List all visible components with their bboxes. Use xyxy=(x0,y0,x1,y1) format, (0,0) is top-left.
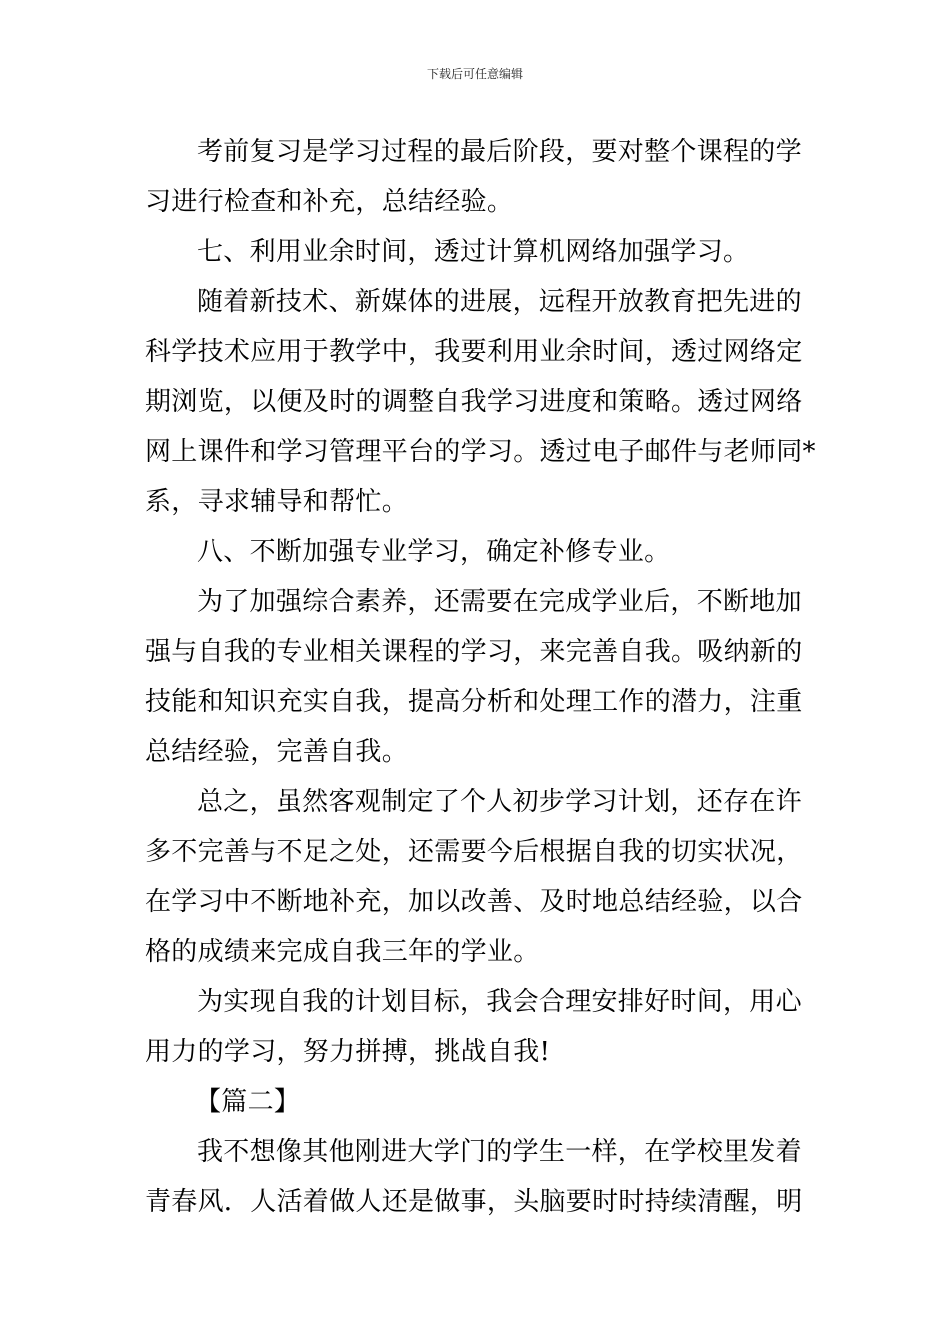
paragraph-line: 为实现自我的计划目标，我会合理安排好时间，用心 xyxy=(197,987,802,1017)
paragraph-line: 随着新技术、新媒体的进展，远程开放教育把先进的 xyxy=(197,287,802,317)
paragraph-line: 总结经验，完善自我。 xyxy=(145,737,409,767)
paragraph-line: 为了加强综合素养，还需要在完成学业后，不断地加 xyxy=(197,587,802,617)
paragraph-line: 网上课件和学习管理平台的学习。透过电子邮件与老师同* xyxy=(145,437,816,467)
paragraph-line: 考前复习是学习过程的最后阶段，要对整个课程的学 xyxy=(197,137,802,167)
paragraph-line: 强与自我的专业相关课程的学习，来完善自我。吸纳新的 xyxy=(145,637,803,667)
page-header-note: 下载后可任意编辑 xyxy=(426,67,523,81)
paragraph-line: 技能和知识充实自我，提高分析和处理工作的潜力，注重 xyxy=(145,687,803,717)
paragraph-line: 青春风．人活着做人还是做事，头脑要时时持续清醒，明 xyxy=(145,1187,803,1217)
paragraph-line: 格的成绩来完成自我三年的学业。 xyxy=(145,937,540,967)
paragraph-line: 我不想像其他刚进大学门的学生一样，在学校里发着 xyxy=(197,1137,802,1167)
document-body xyxy=(145,127,816,1227)
section-heading: 七、利用业余时间，透过计算机网络加强学习。 xyxy=(197,237,750,267)
paragraph-line: 科学技术应用于教学中，我要利用业余时间，透过网络定 xyxy=(145,337,803,367)
paragraph-line: 多不完善与不足之处，还需要今后根据自我的切实状况， xyxy=(145,837,803,867)
paragraph-line: 在学习中不断地补充，加以改善、及时地总结经验，以合 xyxy=(145,887,803,917)
paragraph-line: 习进行检查和补充，总结经验。 xyxy=(145,187,514,217)
part-heading: 【篇二】 xyxy=(195,1087,301,1117)
paragraph-line: 期浏览，以便及时的调整自我学习进度和策略。透过网络 xyxy=(145,387,803,417)
paragraph-line: 系，寻求辅导和帮忙。 xyxy=(145,487,409,517)
paragraph-line: 总之，虽然客观制定了个人初步学习计划，还存在许 xyxy=(197,787,802,817)
section-heading: 八、不断加强专业学习，确定补修专业。 xyxy=(197,537,671,567)
paragraph-line: 用力的学习，努力拼搏，挑战自我! xyxy=(145,1037,551,1067)
